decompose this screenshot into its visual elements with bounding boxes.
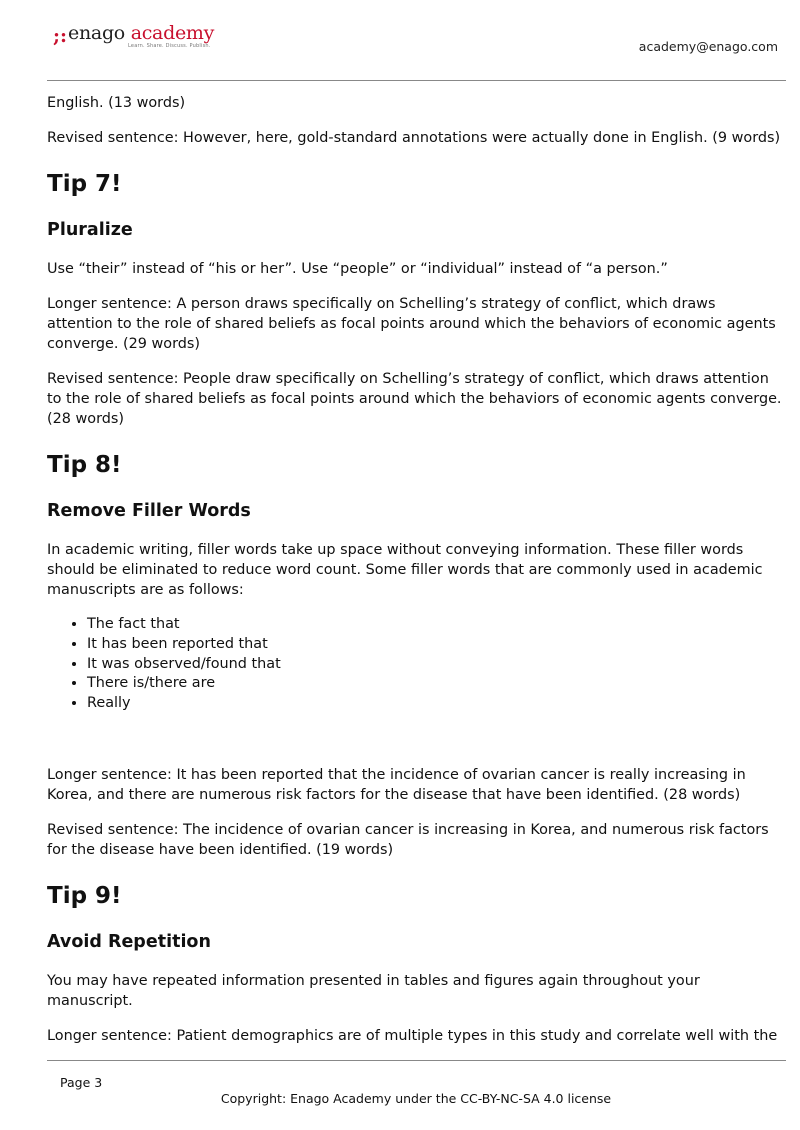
tip7-paragraph-1: Use “their” instead of “his or her”. Use “people” or “individual” instead of “a person.” — [47, 261, 668, 277]
tip7-subheading: Pluralize — [47, 220, 133, 240]
list-item: • Really — [87, 694, 783, 714]
tip7-heading: Tip 7! — [47, 171, 122, 197]
paragraph-revised-sentence: Revised sentence: However, here, gold-standard annotations were actually done in English. (9 words) — [47, 130, 781, 146]
tip9-paragraph-2: Longer sentence: Patient demographics are of multiple types in this study and correlate well with the — [47, 1027, 778, 1044]
page-number: Page 3 — [60, 1075, 103, 1090]
copyright-notice: Copyright: Enago Academy under the CC-BY-NC-SA 4.0 license — [220, 1091, 612, 1106]
tip8-paragraph-1: In academic writing, filler words take up space without conveying information. These filler words should be eliminated to reduce word count. Some filler words that are commonly used in academic manuscripts are as follows: — [47, 542, 763, 598]
list-item: • It has been reported that — [87, 635, 783, 655]
page-header — [0, 0, 800, 82]
enago-academy-logo[interactable] — [53, 22, 214, 52]
tip9-subheading: Avoid Repetition — [47, 931, 211, 952]
logo-tagline: Learn. Share. Discuss. Publish. — [128, 43, 211, 49]
paragraph-continued: English. (13 words) — [47, 95, 186, 111]
tip8-paragraph-3: Revised sentence: The incidence of ovarian cancer is increasing in Korea, and numerous risk factors for the disease have been identified. (19 words) — [47, 821, 769, 858]
contact-email[interactable]: academy@enago.com — [638, 39, 778, 54]
tip9-paragraph-1: You may have repeated information presented in tables and figures again throughout your manuscript. — [47, 972, 700, 1009]
logo-mark: ;: — [53, 25, 68, 47]
tip8-heading: Tip 8! — [47, 452, 122, 478]
footer-divider — [47, 1060, 786, 1061]
tip9-heading: Tip 9! — [47, 882, 122, 909]
header-divider — [47, 80, 786, 81]
list-item: • The fact that — [87, 615, 783, 635]
logo-words — [68, 22, 214, 49]
filler-words-list — [47, 615, 783, 714]
logo-wordmark — [68, 22, 214, 44]
tip8-subheading: Remove Filler Words — [47, 501, 251, 521]
spacer — [47, 714, 783, 765]
list-item: • It was observed/found that — [87, 655, 783, 675]
page-content — [47, 93, 783, 1061]
logo-academy: academy — [124, 22, 215, 44]
tip7-paragraph-2: Longer sentence: A person draws specifically on Schelling’s strategy of conflict, which draws attention to the role of shared beliefs as focal points around which the behaviors of economic agents converge. (29 words) — [47, 296, 776, 352]
logo-enago: enago — [68, 22, 125, 44]
list-item: • There is/there are — [87, 674, 783, 694]
tip7-paragraph-3: Revised sentence: People draw specifically on Schelling’s strategy of conflict, which draws attention to the role of shared beliefs as focal points around which the behaviors of economic agents converge. (28 words) — [47, 371, 782, 427]
tip8-paragraph-2: Longer sentence: It has been reported that the incidence of ovarian cancer is really increasing in Korea, and there are numerous risk factors for the disease that have been identified. (28 words) — [47, 766, 746, 803]
